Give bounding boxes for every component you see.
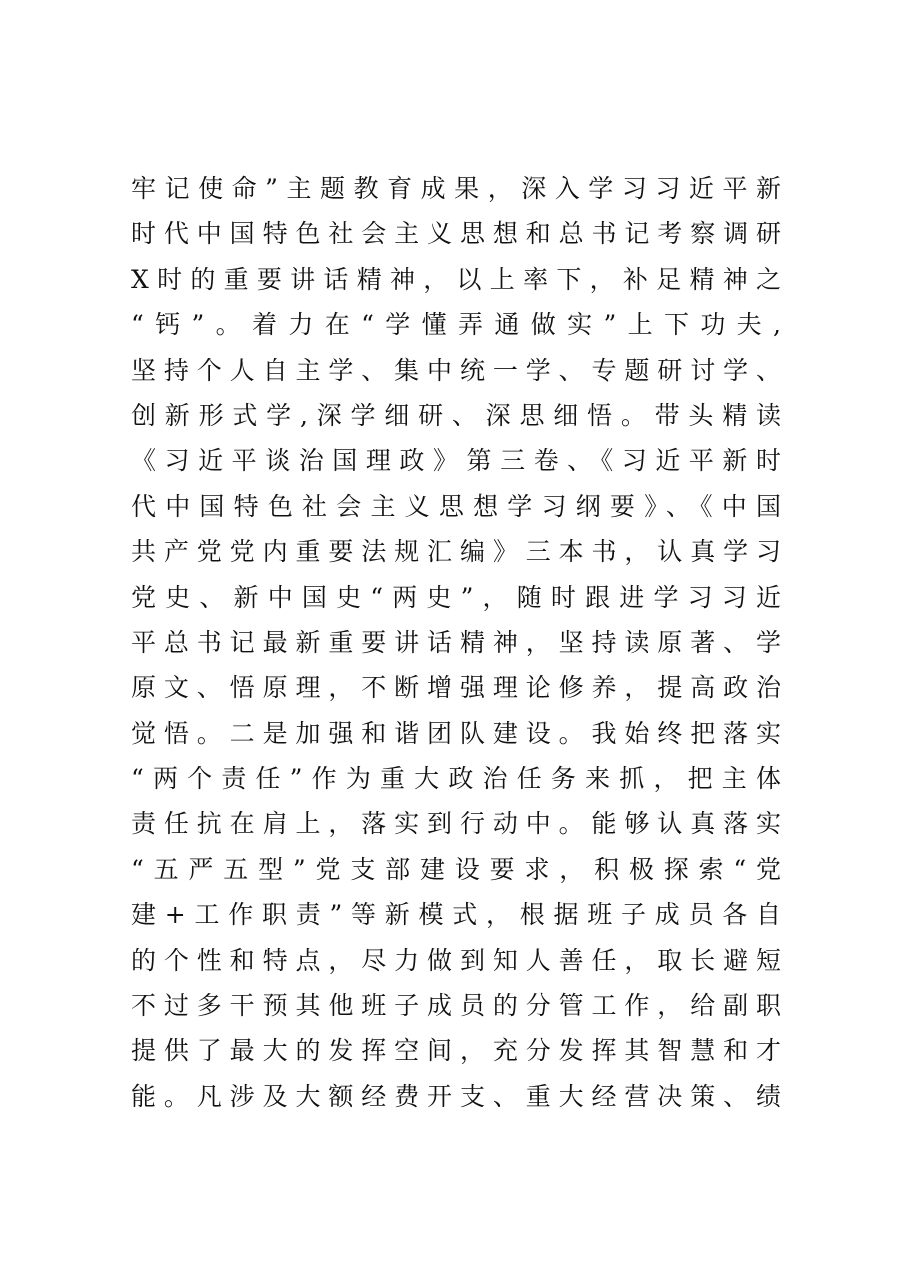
text-line: 共产党党内重要法规汇编》三本书，认真学习 (131, 537, 781, 567)
text-line: “钙”。着力在“学懂弄通做实”上下功夫, (131, 310, 781, 340)
text-line: “两个责任”作为重大政治任务来抓，把主体 (131, 764, 781, 794)
text-line: 坚持个人自主学、集中统一学、专题研讨学、 (131, 355, 781, 385)
text-line: 代中国特色社会主义思想学习纲要》、《中国 (131, 491, 781, 521)
text-line: 建+工作职责”等新模式，根据班子成员各自 (131, 900, 781, 930)
text-line: 原文、悟原理，不断增强理论修养，提高政治 (131, 673, 781, 703)
text-line: “五严五型”党支部建设要求，积极探索“党 (131, 854, 781, 884)
text-line: 觉悟。二是加强和谐团队建设。我始终把落实 (131, 718, 781, 748)
text-line: 时代中国特色社会主义思想和总书记考察调研 (131, 219, 781, 249)
text-line: 的个性和特点，尽力做到知人善任，取长避短 (131, 945, 781, 975)
text-line: X时的重要讲话精神，以上率下，补足精神之 (131, 264, 781, 294)
text-line: 责任抗在肩上，落实到行动中。能够认真落实 (131, 809, 781, 839)
text-line: 能。凡涉及大额经费开支、重大经营决策、绩 (131, 1081, 781, 1111)
text-line: 党史、新中国史“两史”，随时跟进学习习近 (131, 582, 781, 612)
text-line: 平总书记最新重要讲话精神，坚持读原著、学 (131, 627, 781, 657)
body-text (131, 166, 781, 1119)
text-line: 不过多干预其他班子成员的分管工作，给副职 (131, 991, 781, 1021)
text-line: 《习近平谈治国理政》第三卷、《习近平新时 (131, 446, 781, 476)
text-line: 牢记使命”主题教育成果，深入学习习近平新 (131, 174, 781, 203)
text-line: 创新形式学,深学细研、深思细悟。带头精读 (131, 400, 781, 430)
text-line: 提供了最大的发挥空间，充分发挥其智慧和才 (131, 1036, 781, 1066)
